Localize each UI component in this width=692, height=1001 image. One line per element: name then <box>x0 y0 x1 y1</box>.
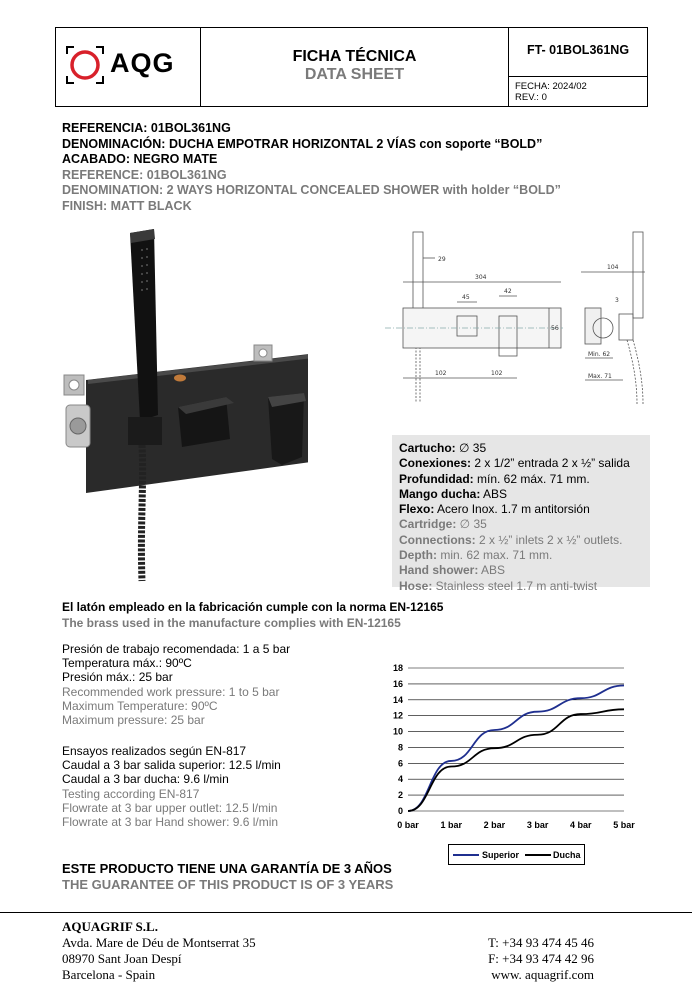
pressure-es-0: Presión de trabajo recomendada: 1 a 5 bar <box>62 642 291 656</box>
spec-box <box>392 435 650 593</box>
tests-en-0: Testing according EN-817 <box>62 786 200 801</box>
guarantee-en: THE GUARANTEE OF THIS PRODUCT IS OF 3 YEARS <box>62 877 394 892</box>
dim-height: 56 <box>551 325 559 332</box>
sheet-rev: REV.: 0 <box>515 92 547 103</box>
x-tick-label: 0 bar <box>397 820 419 830</box>
tests-es-1: Caudal a 3 bar salida superior: 12.5 l/min <box>62 758 281 773</box>
x-tick-label: 1 bar <box>440 820 462 830</box>
spec-es-1: Conexiones: 2 x 1/2” entrada 2 x ½” salida <box>399 456 630 471</box>
ref-en: REFERENCE: 01BOL361NG <box>62 167 227 182</box>
y-tick-label: 2 <box>397 790 403 801</box>
footer <box>0 912 692 1001</box>
address-1: 08970 Sant Joan Despí <box>62 951 182 966</box>
pressure-en-0: Recommended work pressure: 1 to 5 bar <box>62 684 280 699</box>
x-tick-label: 3 bar <box>526 820 549 830</box>
dim-gap: 3 <box>615 297 619 304</box>
spec-es-4: Flexo: Acero Inox. 1.7 m antitorsión <box>399 502 590 517</box>
spec-es-2: Profundidad: mín. 62 máx. 71 mm. <box>399 471 590 486</box>
pressure-en-2: Maximum pressure: 25 bar <box>62 713 205 728</box>
dim-min: Min. 62 <box>588 351 611 358</box>
legend-label-ducha: Ducha <box>553 850 581 860</box>
dim-holder: 29 <box>438 256 446 263</box>
x-tick-label: 4 bar <box>570 820 592 830</box>
legend-label-superior: Superior <box>482 850 520 860</box>
dim-depth: 104 <box>607 264 619 271</box>
x-tick-label: 5 bar <box>613 820 635 830</box>
title-cell <box>201 28 509 106</box>
pressure-es-2: Presión máx.: 25 bar <box>62 670 173 685</box>
title-en: DATA SHEET <box>304 66 405 83</box>
legend-swatch-superior <box>453 854 479 856</box>
series-line-superior <box>408 685 624 811</box>
ref-es: REFERENCIA: 01BOL361NG <box>62 121 231 135</box>
address-0: Avda. Mare de Déu de Montserrat 35 <box>62 935 256 950</box>
tests-en-2: Flowrate at 3 bar Hand shower: 9.6 l/min <box>62 815 279 830</box>
product-photo <box>58 225 308 587</box>
spec-en-4: Hose: Stainless steel 1.7 m anti-twist <box>399 578 598 593</box>
pressure-en-1: Maximum Temperature: 90ºC <box>62 698 218 713</box>
spec-en-0: Cartridge: ∅ 35 <box>399 517 487 532</box>
reference-block <box>62 121 561 214</box>
logo-cell <box>56 28 201 106</box>
logo-mark-icon <box>64 44 106 86</box>
address-2: Barcelona - Spain <box>62 967 156 982</box>
pressure-es-1: Temperatura máx.: 90ºC <box>62 656 192 671</box>
y-tick-label: 6 <box>397 758 403 769</box>
website-link[interactable]: www. aquagrif.com <box>491 967 594 982</box>
y-tick-label: 10 <box>392 726 403 737</box>
tests-es-2: Caudal a 3 bar ducha: 9.6 l/min <box>62 772 229 787</box>
brass-en: The brass used in the manufacture complies with EN-12165 <box>62 615 401 630</box>
logo-text: AQG <box>110 48 175 78</box>
dim-lever: 42 <box>504 288 512 295</box>
fax: F: +34 93 474 42 96 <box>488 951 594 966</box>
x-tick-label: 2 bar <box>483 820 506 830</box>
spec-es-3: Mango ducha: ABS <box>399 486 508 501</box>
phone: T: +34 93 474 45 46 <box>488 935 594 950</box>
finish-en: FINISH: MATT BLACK <box>62 198 192 213</box>
side-technical-drawing <box>575 228 657 408</box>
sheet-code: FT- 01BOL361NG <box>526 43 630 57</box>
spec-list <box>392 435 650 594</box>
y-tick-label: 8 <box>397 742 403 753</box>
tests-en-1: Flowrate at 3 bar upper outlet: 12.5 l/min <box>62 800 278 815</box>
tests-es-0: Ensayos realizados según EN-817 <box>62 744 247 758</box>
company-name: AQUAGRIF S.L. <box>62 919 158 934</box>
denomination-es: DENOMINACIÓN: DUCHA EMPOTRAR HORIZONTAL 2 VÍAS con soporte “BOLD” <box>62 136 543 151</box>
dim-width: 304 <box>475 274 487 281</box>
title-es: FICHA TÉCNICA <box>292 48 417 65</box>
guarantee-es: ESTE PRODUCTO TIENE UNA GARANTÍA DE 3 AÑOS <box>62 861 392 876</box>
y-tick-label: 0 <box>397 806 403 816</box>
dim-max: Max. 71 <box>588 373 612 380</box>
dim-handle: 45 <box>462 294 470 301</box>
series-line-ducha <box>408 709 624 811</box>
dim-left: 102 <box>435 370 447 377</box>
code-cell <box>509 28 647 106</box>
legend-swatch-ducha <box>525 854 551 856</box>
guarantee <box>62 861 393 893</box>
y-tick-label: 14 <box>392 694 403 705</box>
front-technical-drawing <box>383 228 565 408</box>
y-tick-label: 16 <box>392 678 403 689</box>
y-tick-label: 12 <box>392 710 403 721</box>
y-tick-label: 18 <box>392 663 403 673</box>
dim-right: 102 <box>491 370 503 377</box>
finish-es: ACABADO: NEGRO MATE <box>62 152 218 166</box>
flow-rate-chart <box>380 660 645 840</box>
test-info <box>62 744 281 829</box>
spec-en-2: Depth: min. 62 max. 71 mm. <box>399 548 553 563</box>
brass-note <box>62 600 443 631</box>
chart-legend <box>448 844 585 865</box>
denomination-en: DENOMINATION: 2 WAYS HORIZONTAL CONCEALED SHOWER with holder “BOLD” <box>62 183 561 197</box>
spec-en-1: Connections: 2 x ½” inlets 2 x ½” outlets. <box>399 532 623 547</box>
y-tick-label: 4 <box>397 774 403 785</box>
sheet-date: FECHA: 2024/02 <box>515 81 587 92</box>
spec-en-3: Hand shower: ABS <box>399 563 506 578</box>
header-box <box>55 27 648 107</box>
pressure-info <box>62 642 290 727</box>
spec-es-0: Cartucho: ∅ 35 <box>399 441 487 455</box>
brass-es: El latón empleado en la fabricación cumple con la norma EN-12165 <box>62 600 444 614</box>
